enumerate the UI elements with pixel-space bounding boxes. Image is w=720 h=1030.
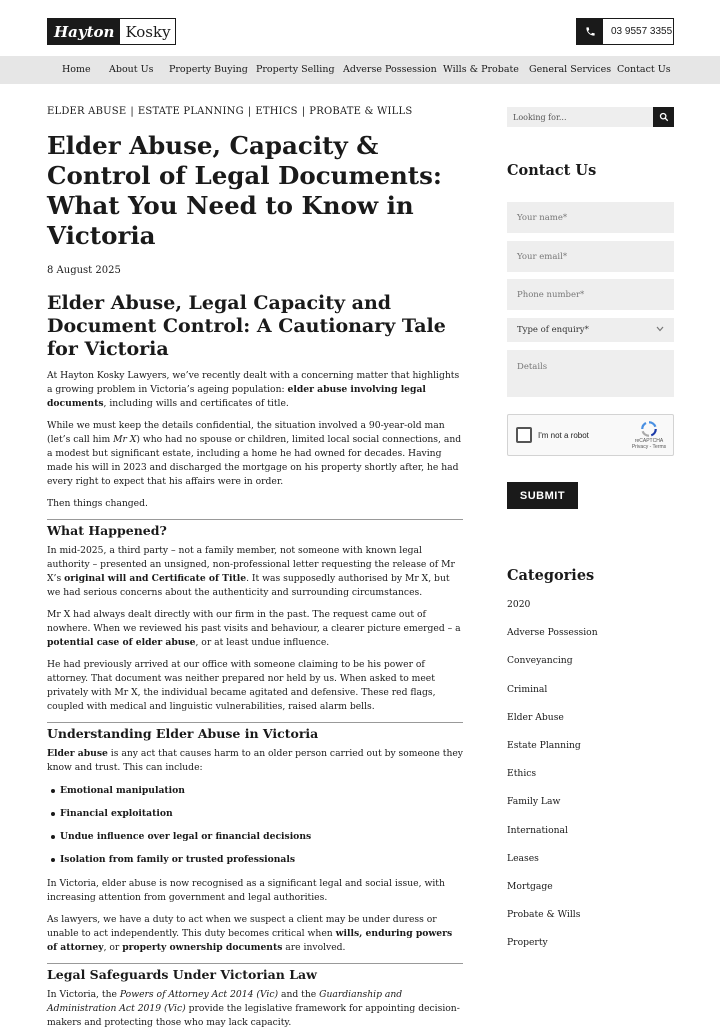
heading-legal-safeguards: Legal Safeguards Under Victorian Law [47,963,463,982]
nav-property-selling[interactable]: Property Selling [256,64,335,75]
search-icon [659,112,669,122]
category-item[interactable]: International [507,824,568,836]
paragraph: Mr X had always dealt directly with our firm in the past. The request came out of nowhere. When we reviewed his past visits and behaviour, a clearer picture emerged – a potential case of elder abuse, or at least undue influence. [47,609,461,648]
list-item: Financial exploitation [47,807,463,821]
nav-home[interactable]: Home [62,64,91,75]
name-field[interactable]: Your name* [507,202,674,233]
category-item[interactable]: Ethics [507,768,537,780]
recaptcha-icon [640,420,658,438]
recaptcha-logo [631,420,667,450]
paragraph: In mid-2025, a third party – not a family member, not someone with known legal authority – presented an unsigned, non-professional letter requesting the release of Mr X’s original will and Certificate of Title. It was supposedly authorised by Mr X, but we had serious concerns about the authenticity and surrounding circumstances. [47,545,455,598]
nav-adverse-possession[interactable]: Adverse Possession [343,64,437,75]
category-item[interactable]: Conveyancing [507,655,573,667]
paragraph: Then things changed. [47,498,148,509]
category-link-estate-planning[interactable]: ESTATE PLANNING [137,106,244,117]
logo-hayton: Hayton [48,19,120,44]
article-subtitle: Elder Abuse, Legal Capacity and Document Control: A Cautionary Tale for Victoria [47,292,446,360]
enquiry-type-select[interactable] [507,318,674,342]
enquiry-type-label: Type of enquiry* [517,325,589,335]
category-item[interactable]: Criminal [507,683,548,695]
nav-contact-us[interactable]: Contact Us [617,64,671,75]
article [47,106,463,1030]
paragraph: In Victoria, elder abuse is now recognised as a significant legal and social issue, with increasing attention from government and legal authorities. [47,878,445,903]
phone-icon [577,19,603,44]
paragraph: At Hayton Kosky Lawyers, we’ve recently dealt with a concerning matter that highlights a growing problem in Victoria’s ageing population: elder abuse involving legal documents, including wills and certificates of title. [47,370,460,409]
category-item[interactable]: Probate & Wills [507,909,581,921]
recaptcha-links[interactable]: Privacy - Terms [631,444,667,450]
category-item[interactable]: Property [507,937,548,949]
paragraph: He had previously arrived at our office with someone claiming to be his power of attorney. That document was neither prepared nor held by us. When asked to meet privately with Mr X, the individual became agitated and defensive. These red flags, coupled with medical and linguistic vulnerabilities, raised alarm bells. [47,659,436,712]
category-link-ethics[interactable]: ETHICS [255,106,298,117]
list-item: Isolation from family or trusted professionals [47,853,463,867]
paragraph: While we must keep the details confidential, the situation involved a 90-year-old man (let’s call him Mr X) who had no spouse or children, limited local social connections, and a modest but significant estate, including a home he had owned for decades. Having made his will in 2023 and discharged the mortgage on his property shortly after, he had every right to expect that his affairs were in order. [47,420,462,487]
paragraph: As lawyers, we have a duty to act when we suspect a client may be under duress or unable to act independently. This duty becomes critical when wills, enduring powers of attorney, or property ownership documents are involved. [47,914,453,953]
email-field[interactable]: Your email* [507,241,674,272]
search-button[interactable] [653,107,674,127]
phone-field[interactable]: Phone number* [507,279,674,310]
bullet-list [47,784,463,867]
post-date: 8 August 2025 [47,265,121,276]
list-item: Undue influence over legal or financial decisions [47,830,463,844]
category-item[interactable]: Estate Planning [507,739,581,751]
category-item[interactable]: Adverse Possession [507,627,598,639]
paragraph: In Victoria, the Powers of Attorney Act 2014 (Vic) and the Guardianship and Administration Act 2019 (Vic) provide the legislative framework for appointing decision-makers and protecting those who may lack capacity. [47,989,460,1028]
recaptcha-checkbox[interactable] [516,427,532,443]
main-nav [0,56,720,84]
details-textarea[interactable]: Details [507,350,674,397]
paragraph: Elder abuse is any act that causes harm to an older person carried out by someone they know and trust. This can include: [47,748,464,773]
nav-wills-probate[interactable]: Wills & Probate [443,64,519,75]
nav-about-us[interactable]: About Us [109,64,154,75]
category-link-elder-abuse[interactable]: ELDER ABUSE [47,106,127,117]
submit-button[interactable]: SUBMIT [507,482,578,509]
heading-what-happened: What Happened? [47,519,463,538]
categories-heading: Categories [507,567,595,584]
nav-general-services[interactable]: General Services [529,64,612,75]
site-logo[interactable] [47,18,176,45]
post-categories: ELDER ABUSE | ESTATE PLANNING | ETHICS | PROBATE & WILLS [47,106,413,117]
search-input[interactable]: Looking for... [507,107,653,127]
recaptcha-widget [507,414,674,456]
recaptcha-brand: reCAPTCHA [634,438,664,444]
page-title: Elder Abuse, Capacity & Control of Legal Documents: What You Need to Know in Victoria [47,131,442,250]
category-item[interactable]: Leases [507,852,539,864]
nav-property-buying[interactable]: Property Buying [169,64,248,75]
category-item[interactable]: 2020 [507,599,531,610]
category-item[interactable]: Mortgage [507,880,553,892]
recaptcha-label: I'm not a robot [538,431,589,440]
category-item[interactable]: Family Law [507,796,561,808]
logo-kosky: Kosky [125,23,171,41]
phone-number: 03 9557 3355 [611,26,673,37]
category-list [507,598,598,964]
category-link-probate-wills[interactable]: PROBATE & WILLS [309,106,413,117]
category-item[interactable]: Elder Abuse [507,711,564,723]
phone-button[interactable] [576,18,674,45]
list-item: Emotional manipulation [47,784,463,798]
chevron-down-icon [656,325,664,335]
heading-understanding-elder-abuse: Understanding Elder Abuse in Victoria [47,722,463,741]
search-bar [507,107,674,127]
contact-heading: Contact Us [507,162,597,179]
